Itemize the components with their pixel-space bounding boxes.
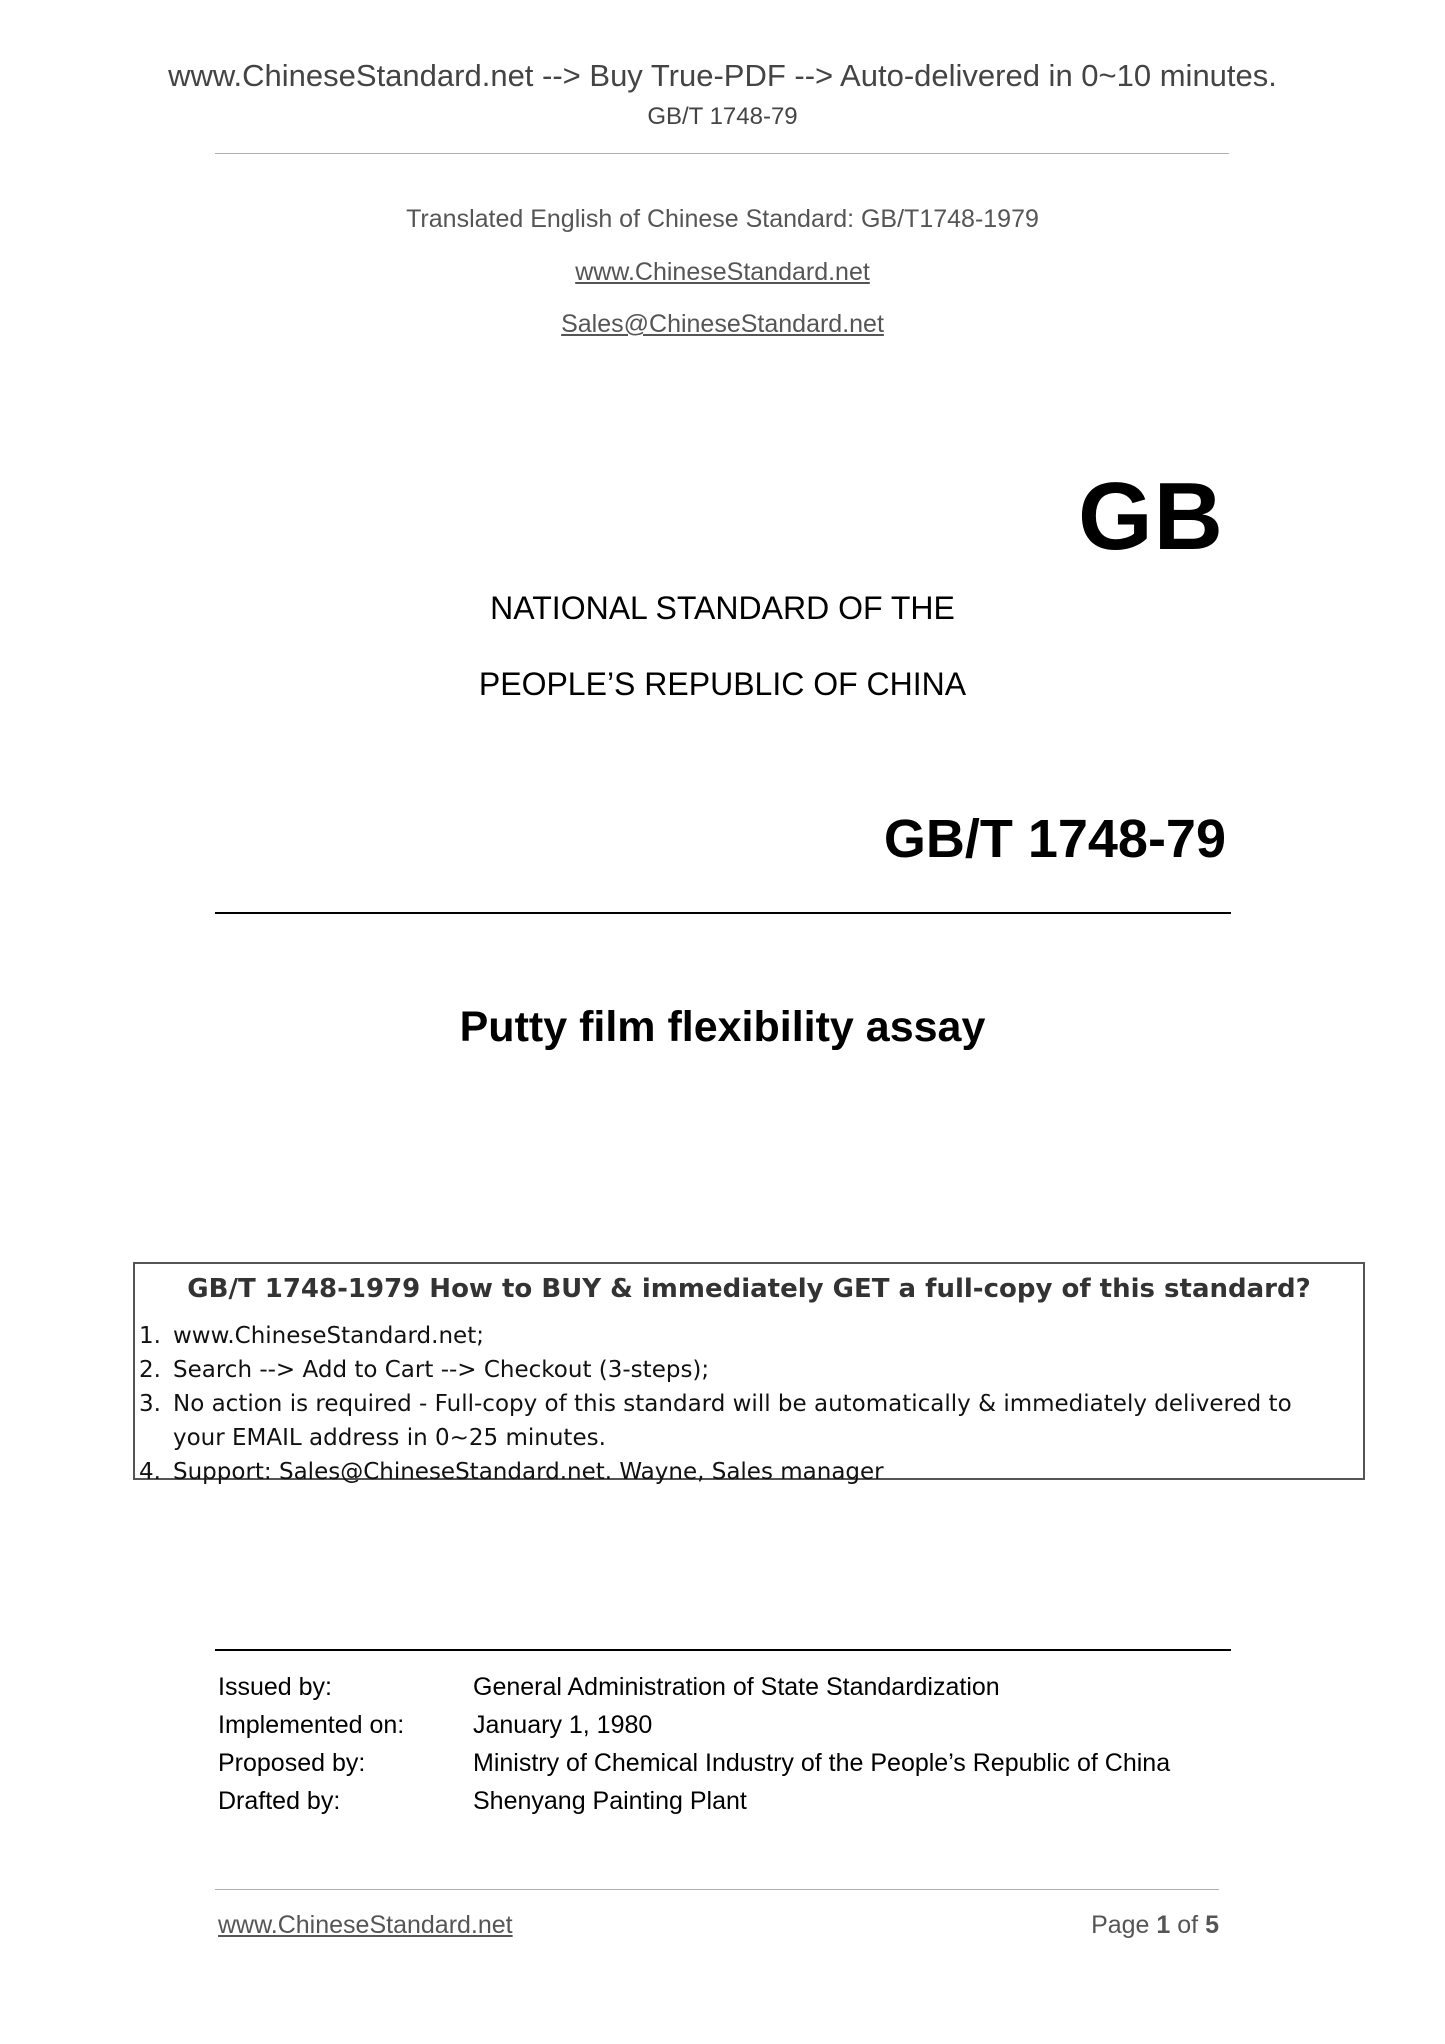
buy-step-text: Search --> Add to Cart --> Checkout (3-steps); bbox=[173, 1357, 710, 1383]
header-divider bbox=[215, 153, 1229, 154]
buy-steps-list bbox=[139, 1319, 1292, 1489]
buy-step-text: your EMAIL address in 0~25 minutes. bbox=[173, 1425, 606, 1451]
header-code-line: GB/T 1748-79 bbox=[647, 103, 798, 130]
info-value: Shenyang Painting Plant bbox=[473, 1787, 747, 1815]
info-row-proposed bbox=[218, 1744, 1170, 1782]
page-current: 1 bbox=[1156, 1911, 1171, 1939]
info-value: January 1, 1980 bbox=[473, 1711, 653, 1739]
buy-step bbox=[139, 1319, 1292, 1353]
buy-step bbox=[139, 1387, 1292, 1421]
info-label: Proposed by: bbox=[218, 1749, 366, 1777]
buy-step-text: No action is required - Full-copy of this standard will be automatically & immediately delivered to bbox=[173, 1391, 1292, 1417]
page-prefix: Page bbox=[1091, 1911, 1150, 1939]
national-standard-line2: PEOPLE’S REPUBLIC OF CHINA bbox=[478, 666, 967, 702]
header-top-line: www.ChineseStandard.net --> Buy True-PDF --> Auto-delivered in 0~10 minutes. bbox=[168, 58, 1277, 93]
info-row-issued bbox=[218, 1668, 1170, 1706]
footer-website-link[interactable]: www.ChineseStandard.net bbox=[218, 1911, 513, 1939]
buy-step-number: 1. bbox=[139, 1323, 161, 1349]
page-indicator bbox=[1091, 1911, 1219, 1940]
standard-code: GB/T 1748-79 bbox=[883, 809, 1226, 869]
info-label: Drafted by: bbox=[218, 1787, 341, 1815]
footer-link-row bbox=[218, 1911, 513, 1940]
info-row-implemented bbox=[218, 1706, 1170, 1744]
info-value: Ministry of Chemical Industry of the People’s Republic of China bbox=[473, 1749, 1171, 1777]
info-value: General Administration of State Standardization bbox=[473, 1673, 1000, 1701]
national-standard-line1: NATIONAL STANDARD OF THE bbox=[490, 590, 955, 626]
document-title: Putty film flexibility assay bbox=[459, 1003, 986, 1051]
buy-box-title: GB/T 1748-1979 How to BUY & immediately GET a full-copy of this standard? bbox=[187, 1274, 1311, 1304]
issuance-info bbox=[218, 1668, 1170, 1820]
buy-step-number: 2. bbox=[139, 1357, 161, 1383]
website-link[interactable]: www.ChineseStandard.net bbox=[575, 258, 870, 286]
buy-step bbox=[139, 1353, 1292, 1387]
info-row-drafted bbox=[218, 1782, 1170, 1820]
gb-logo: GB bbox=[1078, 463, 1224, 570]
buy-step-number: 4. bbox=[139, 1459, 161, 1485]
info-divider bbox=[215, 1649, 1231, 1651]
code-divider bbox=[215, 912, 1231, 914]
footer-divider bbox=[215, 1889, 1219, 1890]
buy-step-text: www.ChineseStandard.net; bbox=[173, 1323, 484, 1349]
buy-step-continuation bbox=[139, 1421, 1292, 1455]
buy-step-text: Support: Sales@ChineseStandard.net. Wayne, Sales manager bbox=[173, 1459, 884, 1485]
email-link[interactable]: Sales@ChineseStandard.net bbox=[561, 310, 884, 338]
page-total: 5 bbox=[1205, 1911, 1219, 1939]
buy-info-box bbox=[133, 1262, 1365, 1485]
website-link-row bbox=[0, 258, 1445, 287]
buy-step bbox=[139, 1455, 1292, 1489]
info-label: Issued by: bbox=[218, 1673, 332, 1701]
buy-step-number: 3. bbox=[139, 1391, 161, 1417]
email-link-row bbox=[0, 310, 1445, 339]
page-of: of bbox=[1177, 1911, 1199, 1939]
translated-note: Translated English of Chinese Standard: GB/T1748-1979 bbox=[406, 205, 1039, 233]
info-label: Implemented on: bbox=[218, 1711, 405, 1739]
